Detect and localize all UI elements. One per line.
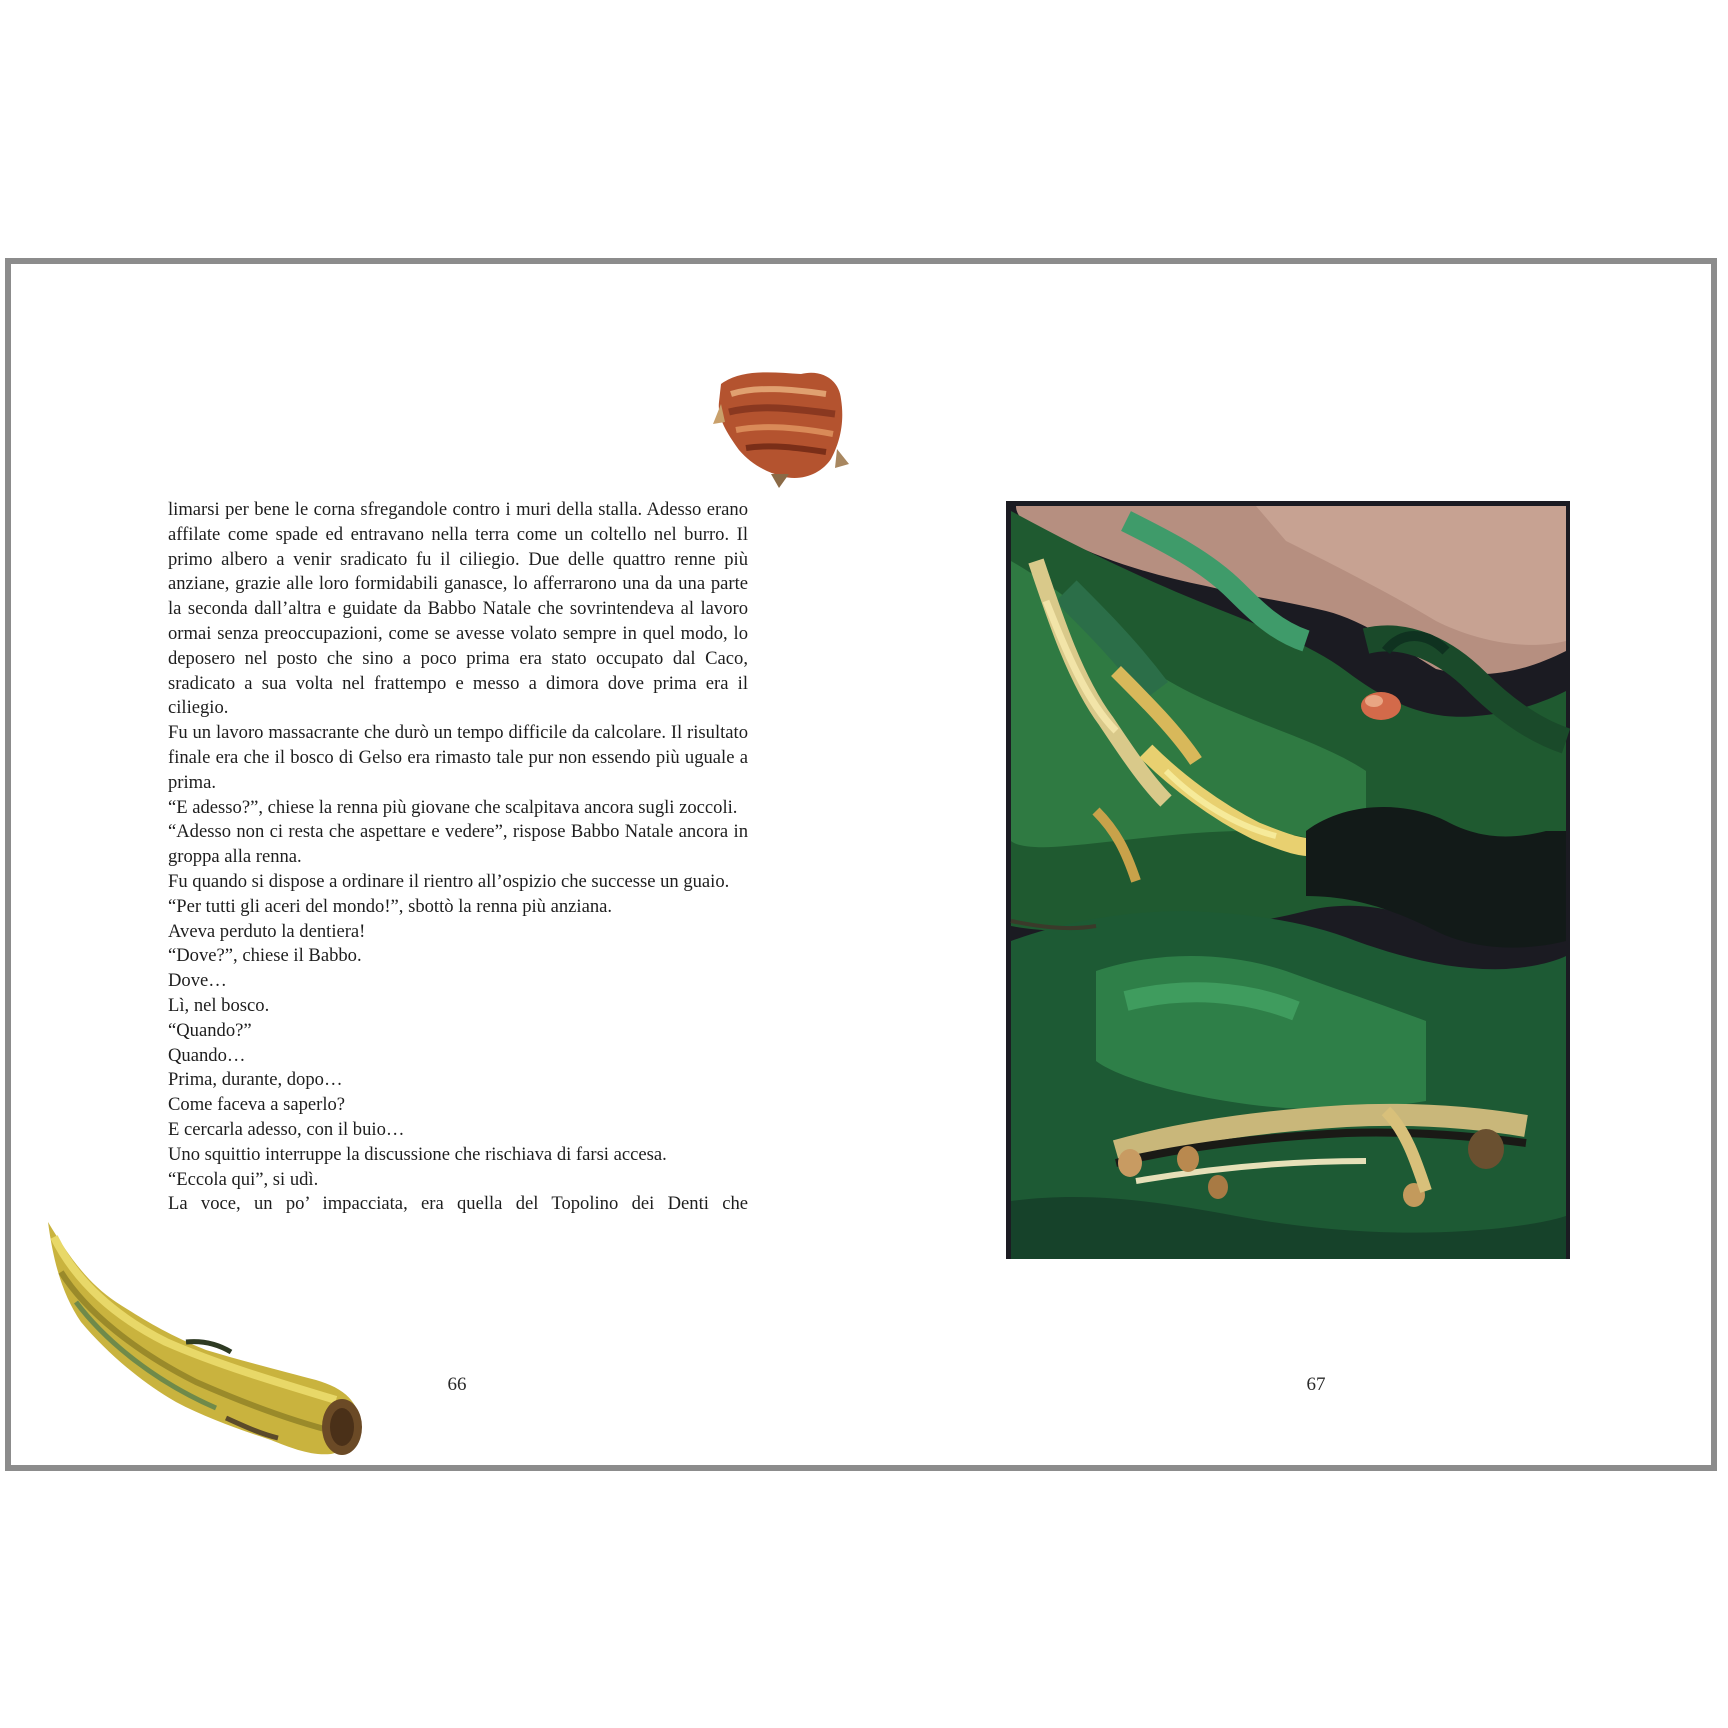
- paragraph-8: “Dove?”, chiese il Babbo.: [168, 945, 362, 967]
- paragraph-9: Dove…: [168, 970, 227, 992]
- paragraph-4: “Adesso non ci resta che aspettare e vedere”, rispose Babbo Natale ancora in groppa alla renna.: [168, 821, 748, 868]
- paragraph-15: E cercarla adesso, con il buio…: [168, 1118, 405, 1140]
- page-number-right: 67: [1306, 1374, 1326, 1395]
- brushstroke-decoration: [711, 364, 851, 489]
- page-number-left: 66: [447, 1374, 467, 1395]
- paragraph-1: limarsi per bene le corna sfregandole contro i muri della stalla. Adesso erano affilate come spade ed entravano nella terra come un coltello nel burro. Il primo albero a venir sradicato fu il ciliegio. Due delle quattro renne più anziane, grazie alle loro formidabili ganasce, lo afferrarono una da una parte la seconda dall’altra e guidate da Babbo Natale che sovrintendeva al lavoro ormai senza preoccupazioni, come se avesse volato sempre in quel modo, lo deposero nel posto che sino a poco prima era stato occupato dal Caco, sradicato a sua volta nel frattempo e messo a dimora dove prima era il ciliegio.: [168, 499, 748, 719]
- paragraph-12: Quando…: [168, 1044, 246, 1066]
- book-spread: [5, 258, 1717, 1471]
- paragraph-2: Fu un lavoro massacrante che durò un tempo difficile da calcolare. Il risultato finale era che il bosco di Gelso era rimasto tale pur non essendo più uguale a prima.: [168, 722, 748, 793]
- paragraph-14: Come faceva a saperlo?: [168, 1094, 346, 1116]
- paragraph-13: Prima, durante, dopo…: [168, 1069, 343, 1091]
- paragraph-7: Aveva perduto la dentiera!: [168, 920, 366, 942]
- left-page: [11, 264, 867, 1465]
- paragraph-6: “Per tutti gli aceri del mondo!”, sbottò la renna più anziana.: [168, 895, 613, 917]
- paragraph-18: La voce, un po’ impacciata, era quella del Topolino dei Denti che: [168, 1193, 748, 1215]
- paragraph-5: Fu quando si dispose a ordinare il rientro all’ospizio che successe un guaio.: [168, 870, 730, 892]
- branch-decoration: [46, 1222, 376, 1462]
- paragraph-10: Lì, nel bosco.: [168, 994, 270, 1016]
- paragraph-3: “E adesso?”, chiese la renna più giovane che scalpitava ancora sugli zoccoli.: [168, 796, 738, 818]
- reindeer-painting-illustration: [1006, 501, 1570, 1259]
- paragraph-11: “Quando?”: [168, 1019, 252, 1041]
- paragraph-17: “Eccola qui”, si udì.: [168, 1168, 319, 1190]
- right-page: [867, 264, 1717, 1465]
- paragraph-16: Uno squittio interruppe la discussione che rischiava di farsi accesa.: [168, 1143, 667, 1165]
- body-text: [168, 498, 748, 1217]
